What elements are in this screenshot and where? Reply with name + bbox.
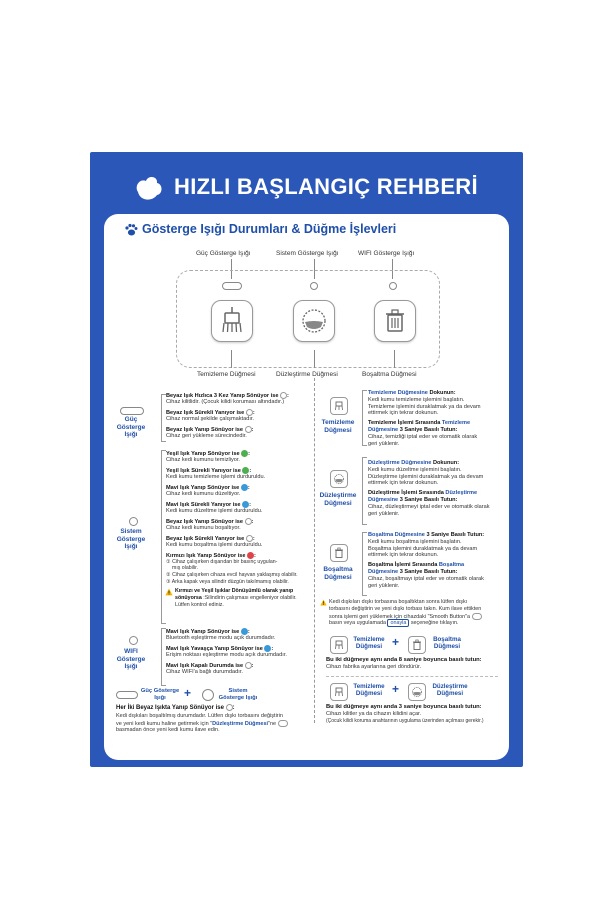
system-light-side-label: Sistem Gösterge Işığı xyxy=(116,528,146,550)
paw-icon xyxy=(124,223,138,237)
brush-icon xyxy=(331,637,347,653)
leader-line xyxy=(314,350,315,368)
power-item-body: Cihaz kilitlidir. (Çocuk kilidi koruması altındadır.) xyxy=(166,399,285,405)
empty-button-small xyxy=(330,544,348,562)
bracket xyxy=(362,390,367,446)
system-item-head: Mavi Işık Sürekli Yanıyor ise : xyxy=(166,501,251,508)
power-light-side-label: Güç Gösterge Işığı xyxy=(116,416,146,438)
power-led-small xyxy=(120,407,144,415)
paw-logo-icon xyxy=(132,172,164,204)
power-item-body: Cihaz geri yükleme sürecindedir. xyxy=(166,433,247,439)
poster xyxy=(90,152,523,767)
level-h2: Düzleştirme İşlemi Sırasında Düzleştirme xyxy=(368,490,478,496)
combo2-body: Cihazı kilitler ya da cihazın kilidini açar. xyxy=(326,711,422,717)
note-text: sonra işlemi geri yüklemek için cihazdaki "Smooth Button"a xyxy=(329,613,482,621)
wifi-light-label: WIFI Gösterge Işığı xyxy=(358,250,415,257)
clean-b1: Temizleme işlemini duraklatmak ya da devam xyxy=(368,403,481,410)
level-button-diagram xyxy=(293,300,335,342)
wifi-led xyxy=(389,282,397,290)
combo-system-label: Sistem Gösterge Işığı xyxy=(218,688,258,701)
level-b2: Cihaz, düzleştirmeyi iptal eder ve otomatik olarak xyxy=(368,504,490,510)
combo2-a-label: Temizleme Düğmesi xyxy=(353,683,385,697)
combo-head: Her İki Beyaz Işıkta Yanıp Sönüyor ise : xyxy=(116,705,235,712)
level-h1: Düzleştirme Düğmesine Dokunun: xyxy=(368,460,460,466)
empty-h2: Boşaltma İşlemi Sırasında Boşaltma xyxy=(368,562,465,568)
combo1-a-label: Temizleme Düğmesi xyxy=(353,636,385,650)
level-icon xyxy=(409,684,425,700)
clean-button-label: Temizleme Düğmesi xyxy=(197,371,256,378)
system-led-small xyxy=(202,689,214,701)
red-light-item: ② Cihaz çalışırken cihaza evcil hayvan yaklaşmış olabilir. xyxy=(166,572,298,578)
level-b1: Düzleştirme işlemini duraklatmak ya da devam xyxy=(368,473,484,480)
wifi-led-small xyxy=(129,636,138,645)
wifi-item-head: Mavi Işık Yanıp Sönüyor ise : xyxy=(166,628,250,635)
section-title: Gösterge Işığı Durumları & Düğme İşlevleri xyxy=(124,222,396,236)
red-light-item: mış olabilir. xyxy=(172,565,198,571)
system-item-body: Cihaz kedi kumunu temizliyor. xyxy=(166,457,240,463)
note-text: Kedi dışkıları dışkı torbasına boşaltıktan sonra lütfen dışkı xyxy=(329,599,468,605)
note-text: torbasını değiştirin ve yeni dışkı torbası takın. Kum ilave ettikten xyxy=(329,606,482,612)
wifi-item-body: Erişim noktası eşleştirme modu açık durumdadır. xyxy=(166,652,287,658)
empty-b2: geri yüklenir. xyxy=(368,582,400,589)
combo2-b-label: Düzleştirme Düğmesi xyxy=(432,683,468,697)
bracket xyxy=(362,532,367,596)
system-item-head: Yeşil Işık Yanıp Sönüyor ise : xyxy=(166,450,251,457)
system-item-body: Cihaz kedi kumunu düzeltiyor. xyxy=(166,491,241,497)
empty-b1: Boşaltma işlemini duraklatmak ya da devam xyxy=(368,545,478,552)
wifi-item-body: Bluetooth eşleştirme modu açık durumdadır. xyxy=(166,635,276,641)
system-item-head: Mavi Işık Yanıp Sönüyor ise : xyxy=(166,484,250,491)
power-led xyxy=(222,282,242,290)
column-divider xyxy=(314,378,315,723)
system-item-body: Kedi kumu boşaltma işlemi durduruldu. xyxy=(166,542,263,548)
combo-power-label: Güç Gösterge Işığı xyxy=(140,688,180,701)
empty-button-diagram xyxy=(374,300,416,342)
system-light-label: Sistem Gösterge Işığı xyxy=(276,250,339,257)
warning-icon xyxy=(165,588,173,596)
warning-head: Kırmızı ve Yeşil Işıklar Dönüşümlü olarak yanıp xyxy=(175,588,294,594)
empty-h1: Boşaltma Düğmesine 3 Saniye Basılı Tutun: xyxy=(368,532,485,538)
level-b1: Kedi kumu düzeltme işlemini başlatın. xyxy=(368,467,462,473)
empty-button-side-label: Boşaltma Düğmesi xyxy=(323,566,353,581)
combo-body: basmadan önce yeni kedi kumu ilave edin. xyxy=(116,727,220,733)
warning-body: sönüyorsa :Silindirin çalışması engelleniyor olabilir. xyxy=(175,595,297,601)
brush-icon xyxy=(212,301,252,341)
clean-h2: Düğmesine 3 Saniye Basılı Tutun: xyxy=(368,427,458,433)
brush-icon xyxy=(331,684,347,700)
combo-body: Kedi dışkıları boşaltılmış durumdadır. Lütfen dışkı torbasını değiştirin xyxy=(116,713,283,719)
clean-b2: geri yüklenir. xyxy=(368,440,400,447)
level-b1: ettirmek için tekrar dokunun. xyxy=(368,480,439,486)
clean-h1: Temizleme Düğmesine Dokunun: xyxy=(368,390,456,396)
clean-button-side-label: Temizleme Düğmesi xyxy=(321,419,355,434)
power-light-label: Güç Gösterge Işığı xyxy=(196,250,251,257)
system-item-head: Beyaz Işık Yanıp Sönüyor ise : xyxy=(166,518,254,525)
empty-button-label: Boşaltma Düğmesi xyxy=(362,371,417,378)
level-button-small xyxy=(408,683,426,701)
empty-button-small xyxy=(408,636,426,654)
wifi-item-body: Cihaz WIFI'a bağlı durumdadır. xyxy=(166,669,243,675)
content-card xyxy=(104,214,509,760)
level-button-side-label: Düzleştirme Düğmesi xyxy=(319,492,357,507)
combo-body: ve yeni kedi kumu haline getirmek için "Düzleştirme Düğmesi"ne xyxy=(116,720,288,728)
trash-icon xyxy=(409,637,425,653)
note-text: basın veya uygulamada onayla seçeneğine tıklayın. xyxy=(329,620,459,626)
clean-h2: Temizleme İşlemi Sırasında Temizleme xyxy=(368,420,471,426)
clean-button-small xyxy=(330,683,348,701)
bracket xyxy=(362,457,367,525)
plus-sign: + xyxy=(392,635,400,649)
power-item-body: Cihaz normal şekilde çalışmaktadır. xyxy=(166,416,254,422)
system-item-head: Yeşil Işık Sürekli Yanıyor ise : xyxy=(166,467,252,474)
separator xyxy=(326,676,498,677)
leader-line xyxy=(231,350,232,368)
combo1-body: Cihazı fabrika ayarlarına geri döndürür. xyxy=(326,664,422,670)
wifi-item-head: Mavi Işık Kapalı Durumda ise : xyxy=(166,662,254,669)
clean-button-diagram xyxy=(211,300,253,342)
clean-button-small xyxy=(330,636,348,654)
red-light-head: Kırmızı Işık Yanıp Sönüyor ise : xyxy=(166,552,256,559)
page-title: HIZLI BAŞLANGIÇ REHBERİ xyxy=(174,174,478,199)
level-button-label: Düzleştirme Düğmesi xyxy=(276,371,338,378)
wifi-light-side-label: WIFI Gösterge Işığı xyxy=(116,648,146,670)
combo1-head: Bu iki düğmeye aynı anda 8 saniye boyunca basılı tutun: xyxy=(326,657,482,663)
system-item-body: Cihaz kedi kumunu boşaltıyor. xyxy=(166,525,241,531)
empty-b2: Cihaz, boşaltmayı iptal eder ve otomatik olarak xyxy=(368,576,484,582)
power-item-head: Beyaz Işık Yanıp Sönüyor ise : xyxy=(166,426,254,433)
level-h2: Düğmesine 3 Saniye Basılı Tutun: xyxy=(368,497,458,503)
empty-h2: Düğmesine 3 Saniye Basılı Tutun: xyxy=(368,569,458,575)
level-icon xyxy=(294,301,334,341)
system-led xyxy=(310,282,318,290)
leader-line xyxy=(394,350,395,368)
confirm-badge: onayla xyxy=(387,619,409,627)
combo1-b-label: Boşaltma Düğmesi xyxy=(433,636,461,650)
system-item-body: Kedi kumu düzeltme işlemi durduruldu. xyxy=(166,508,263,514)
brush-icon xyxy=(331,398,347,414)
system-led-small xyxy=(129,517,138,526)
power-item-head: Beyaz Işık Sürekli Yanıyor ise : xyxy=(166,409,255,416)
combo2-head: Bu iki düğmeye aynı anda 3 saniye boyunca basılı tutun: xyxy=(326,704,482,710)
plus-sign: + xyxy=(392,682,400,696)
clean-b1: Kedi kumu temizleme işlemini başlatın. xyxy=(368,397,465,403)
red-light-item: ① Cihaz çalışırken dışarıdan bir basınç uygulan- xyxy=(166,559,278,565)
trash-icon xyxy=(331,545,347,561)
red-light-item: ③ Arka kapak veya silindir düzgün takılmamış olabilir. xyxy=(166,579,289,585)
power-item-head: Beyaz Işık Hızlıca 3 Kez Yanıp Sönüyor ise : xyxy=(166,392,289,399)
clean-b1: ettirmek için tekrar dokunun. xyxy=(368,410,439,416)
level-icon xyxy=(331,471,347,487)
empty-b1: Kedi kumu boşaltma işlemini başlatın. xyxy=(368,539,462,545)
warning-icon xyxy=(320,599,327,606)
empty-b1: ettirmek için tekrar dokunun. xyxy=(368,552,439,558)
trash-icon xyxy=(375,301,415,341)
level-b2: geri yüklenir. xyxy=(368,510,400,517)
combo2-body: (Çocuk kilidi koruma anahtarının uygulama üzerinden açılması gerekir.) xyxy=(326,718,484,724)
clean-button-small xyxy=(330,397,348,415)
system-item-body: Kedi kumu temizleme işlemi durduruldu. xyxy=(166,474,266,480)
level-button-small xyxy=(330,470,348,488)
system-item-head: Beyaz Işık Sürekli Yanıyor ise : xyxy=(166,535,255,542)
warning-body: Lütfen kontrol ediniz. xyxy=(175,602,224,608)
plus-sign: + xyxy=(184,686,192,700)
power-led-small xyxy=(116,691,138,699)
title-bar xyxy=(90,172,523,204)
clean-b2: Cihaz, temizliği iptal eder ve otomatik olarak xyxy=(368,434,478,440)
wifi-item-head: Mavi Işık Yavaşça Yanıp Sönüyor ise : xyxy=(166,645,274,652)
